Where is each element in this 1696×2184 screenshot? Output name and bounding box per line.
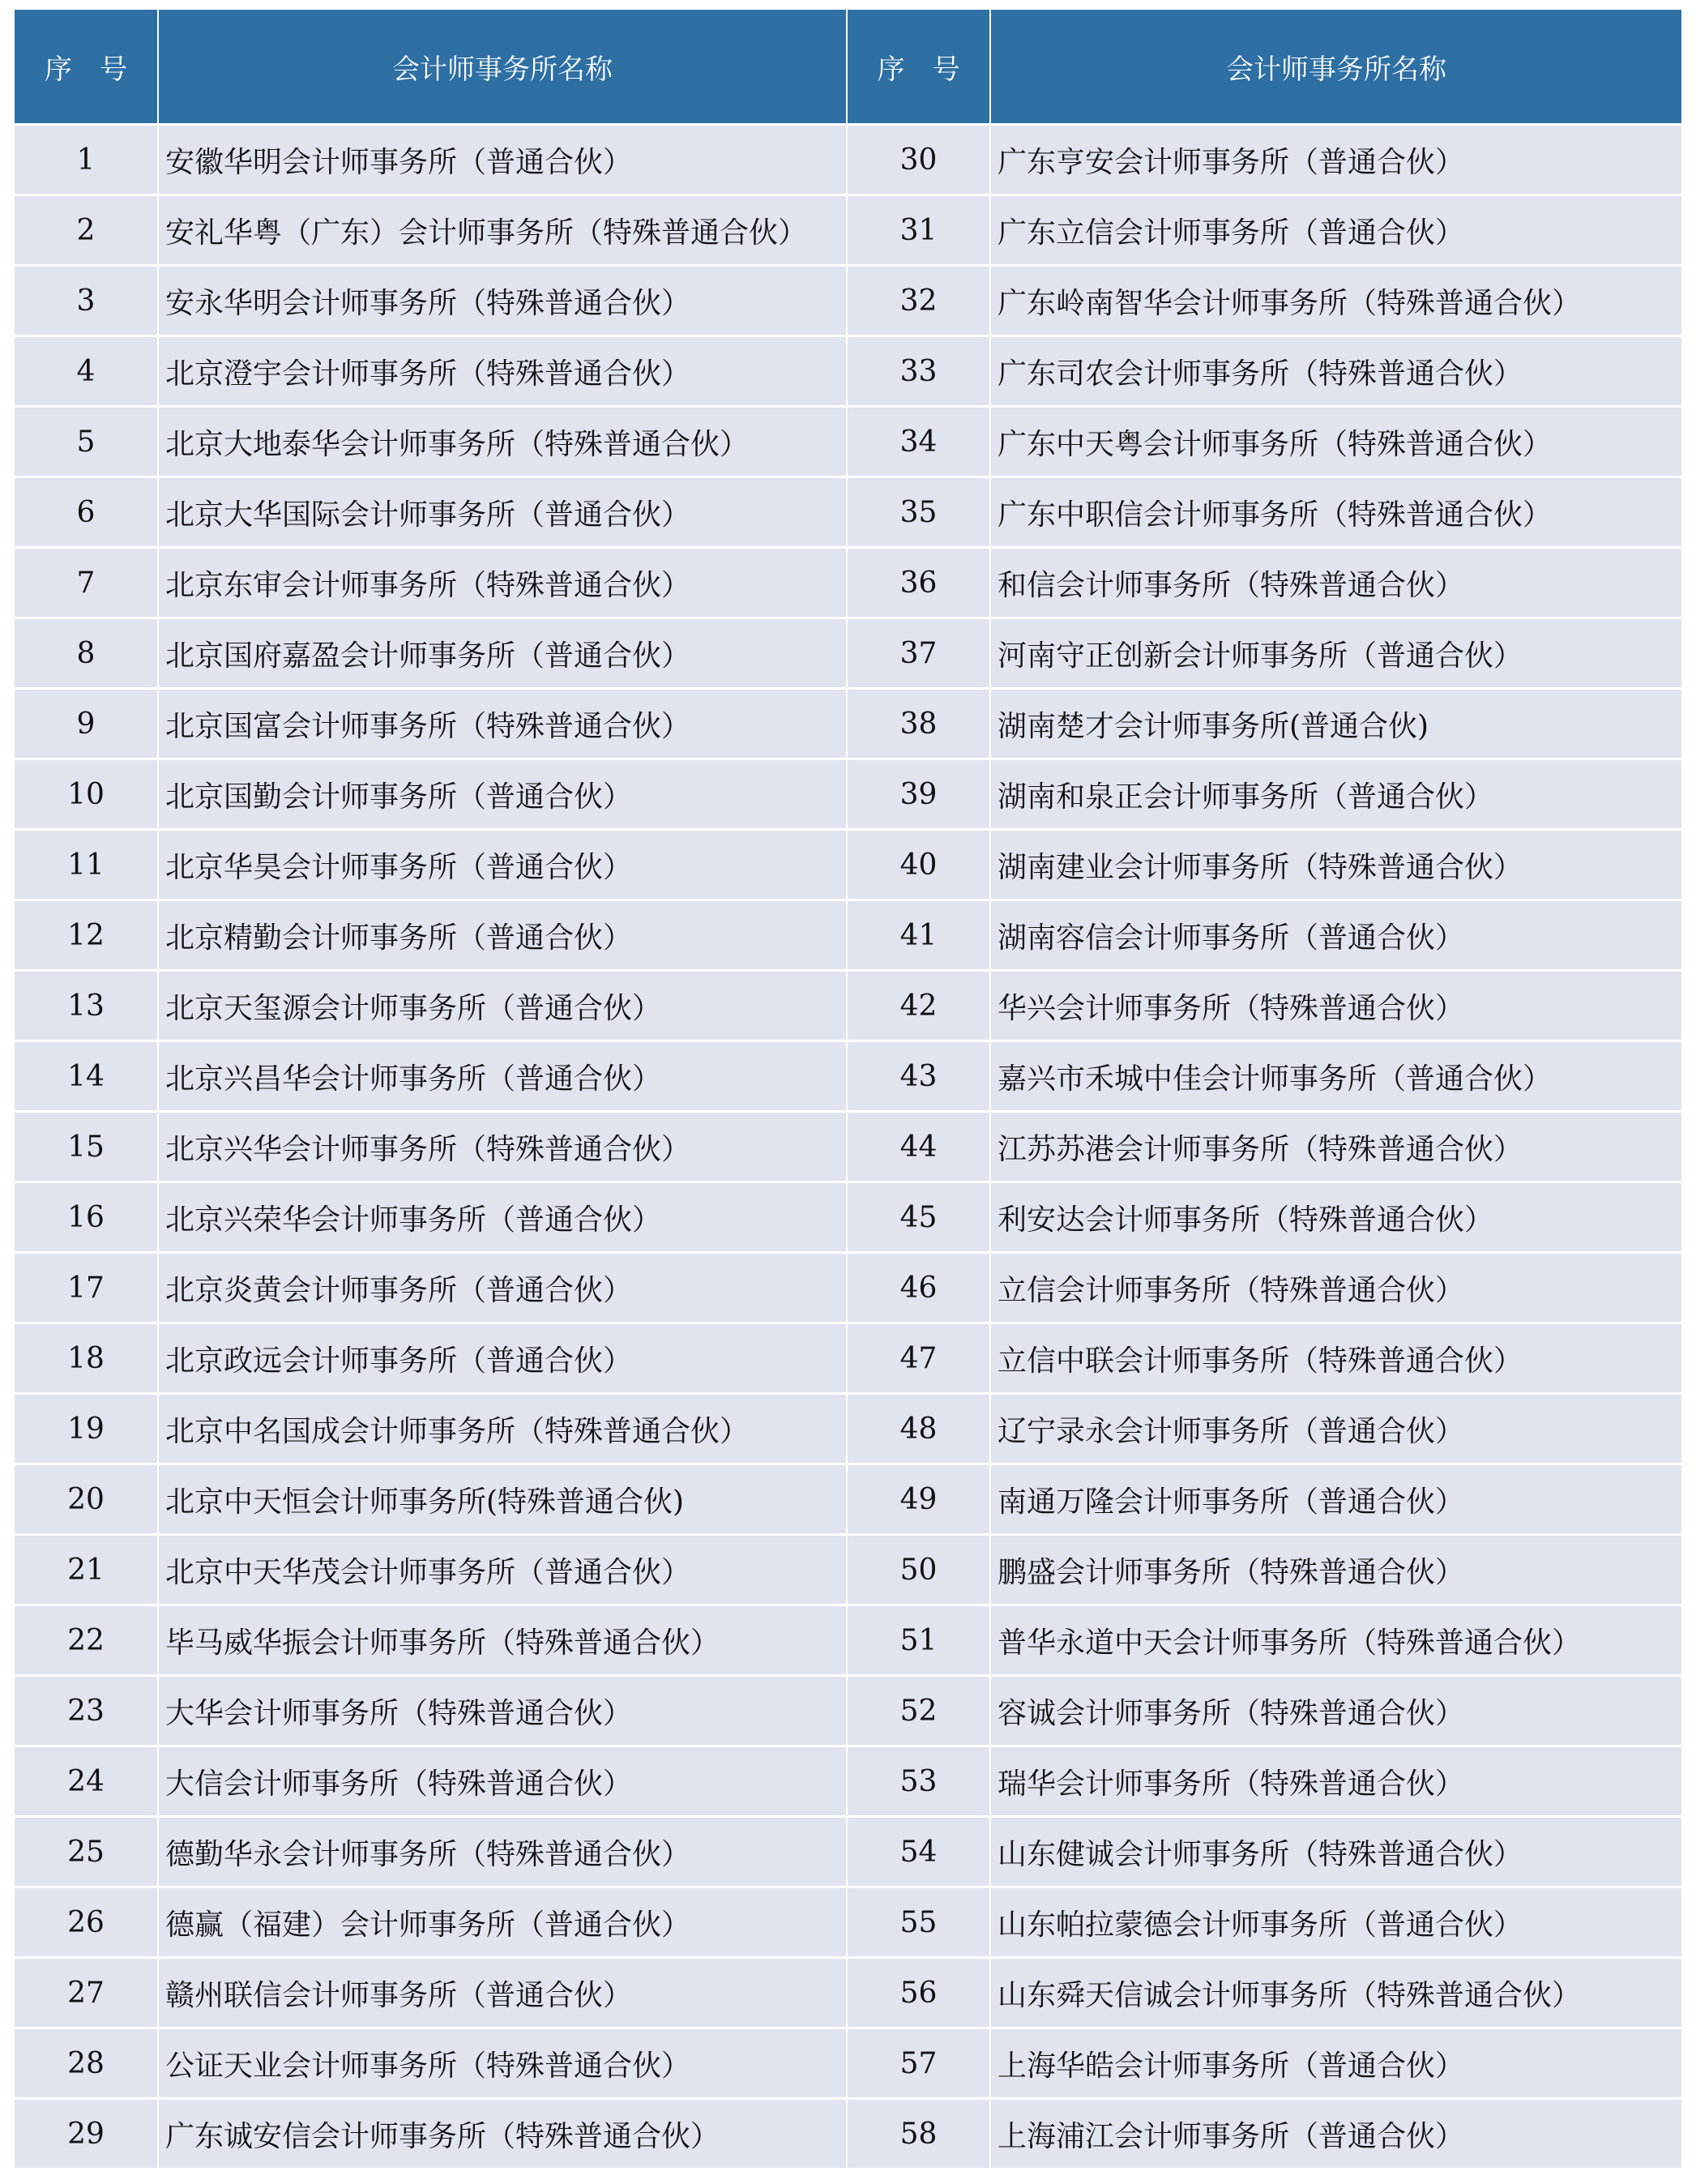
- right-index-cell: 55: [847, 1887, 990, 1958]
- right-index-cell: 45: [847, 1182, 990, 1253]
- left-index-cell: 23: [15, 1676, 158, 1746]
- table-row: [15, 1182, 1681, 1253]
- header-right-index: 序 号: [847, 10, 990, 125]
- left-firm-name-cell: 安永华明会计师事务所（特殊普通合伙）: [158, 266, 847, 336]
- left-index-cell: 4: [15, 336, 158, 407]
- table-row: [15, 1958, 1681, 2028]
- right-firm-name-cell: 广东中天粤会计师事务所（特殊普通合伙）: [990, 407, 1681, 477]
- right-index-cell: 32: [847, 266, 990, 336]
- right-firm-name-cell: 江苏苏港会计师事务所（特殊普通合伙）: [990, 1112, 1681, 1182]
- right-firm-name-cell: 湖南楚才会计师事务所(普通合伙): [990, 689, 1681, 759]
- table-row: [15, 1676, 1681, 1746]
- right-firm-name-cell: 辽宁录永会计师事务所（普通合伙）: [990, 1394, 1681, 1464]
- right-firm-name-cell: 山东帕拉蒙德会计师事务所（普通合伙）: [990, 1887, 1681, 1958]
- table-row: [15, 336, 1681, 407]
- left-firm-name-cell: 北京澄宇会计师事务所（特殊普通合伙）: [158, 336, 847, 407]
- right-index-cell: 50: [847, 1535, 990, 1605]
- left-firm-name-cell: 毕马威华振会计师事务所（特殊普通合伙）: [158, 1605, 847, 1676]
- left-index-cell: 26: [15, 1887, 158, 1958]
- table-row: [15, 477, 1681, 548]
- table-row: [15, 1323, 1681, 1394]
- right-firm-name-cell: 湖南容信会计师事务所（普通合伙）: [990, 900, 1681, 971]
- right-firm-name-cell: 华兴会计师事务所（特殊普通合伙）: [990, 971, 1681, 1041]
- left-index-cell: 28: [15, 2028, 158, 2099]
- right-firm-name-cell: 上海浦江会计师事务所（普通合伙）: [990, 2099, 1681, 2169]
- right-firm-name-cell: 嘉兴市禾城中佳会计师事务所（普通合伙）: [990, 1041, 1681, 1112]
- table-row: [15, 1464, 1681, 1535]
- left-firm-name-cell: 北京中天恒会计师事务所(特殊普通合伙): [158, 1464, 847, 1535]
- right-index-cell: 43: [847, 1041, 990, 1112]
- left-index-cell: 21: [15, 1535, 158, 1605]
- left-firm-name-cell: 北京精勤会计师事务所（普通合伙）: [158, 900, 847, 971]
- right-index-cell: 33: [847, 336, 990, 407]
- right-index-cell: 46: [847, 1253, 990, 1323]
- right-firm-name-cell: 立信中联会计师事务所（特殊普通合伙）: [990, 1323, 1681, 1394]
- left-firm-name-cell: 北京政远会计师事务所（普通合伙）: [158, 1323, 847, 1394]
- right-index-cell: 34: [847, 407, 990, 477]
- right-index-cell: 54: [847, 1817, 990, 1887]
- table-row: [15, 971, 1681, 1041]
- right-firm-name-cell: 立信会计师事务所（特殊普通合伙）: [990, 1253, 1681, 1323]
- right-index-cell: 49: [847, 1464, 990, 1535]
- table-row: [15, 548, 1681, 618]
- right-firm-name-cell: 湖南建业会计师事务所（特殊普通合伙）: [990, 830, 1681, 900]
- left-index-cell: 14: [15, 1041, 158, 1112]
- left-index-cell: 7: [15, 548, 158, 618]
- right-index-cell: 39: [847, 759, 990, 830]
- right-firm-name-cell: 广东岭南智华会计师事务所（特殊普通合伙）: [990, 266, 1681, 336]
- right-firm-name-cell: 湖南和泉正会计师事务所（普通合伙）: [990, 759, 1681, 830]
- right-index-cell: 52: [847, 1676, 990, 1746]
- left-firm-name-cell: 大华会计师事务所（特殊普通合伙）: [158, 1676, 847, 1746]
- right-index-cell: 48: [847, 1394, 990, 1464]
- left-firm-name-cell: 赣州联信会计师事务所（普通合伙）: [158, 1958, 847, 2028]
- left-index-cell: 3: [15, 266, 158, 336]
- right-index-cell: 44: [847, 1112, 990, 1182]
- header-left-index: 序 号: [15, 10, 158, 125]
- table-row: [15, 1817, 1681, 1887]
- left-firm-name-cell: 北京兴荣华会计师事务所（普通合伙）: [158, 1182, 847, 1253]
- table-header-row: [15, 10, 1681, 125]
- right-firm-name-cell: 河南守正创新会计师事务所（普通合伙）: [990, 618, 1681, 689]
- left-firm-name-cell: 北京东审会计师事务所（特殊普通合伙）: [158, 548, 847, 618]
- table-row: [15, 618, 1681, 689]
- left-firm-name-cell: 大信会计师事务所（特殊普通合伙）: [158, 1746, 847, 1817]
- left-firm-name-cell: 德赢（福建）会计师事务所（普通合伙）: [158, 1887, 847, 1958]
- right-index-cell: 30: [847, 125, 990, 195]
- table-row: [15, 830, 1681, 900]
- right-firm-name-cell: 山东健诚会计师事务所（特殊普通合伙）: [990, 1817, 1681, 1887]
- left-firm-name-cell: 北京大地泰华会计师事务所（特殊普通合伙）: [158, 407, 847, 477]
- right-firm-name-cell: 南通万隆会计师事务所（普通合伙）: [990, 1464, 1681, 1535]
- left-firm-name-cell: 北京炎黄会计师事务所（普通合伙）: [158, 1253, 847, 1323]
- left-index-cell: 1: [15, 125, 158, 195]
- left-index-cell: 25: [15, 1817, 158, 1887]
- right-index-cell: 42: [847, 971, 990, 1041]
- left-index-cell: 29: [15, 2099, 158, 2169]
- table-row: [15, 407, 1681, 477]
- left-firm-name-cell: 安礼华粤（广东）会计师事务所（特殊普通合伙）: [158, 195, 847, 266]
- left-firm-name-cell: 北京中天华茂会计师事务所（普通合伙）: [158, 1535, 847, 1605]
- left-index-cell: 10: [15, 759, 158, 830]
- table-body: [15, 125, 1681, 2169]
- table-row: [15, 1253, 1681, 1323]
- left-firm-name-cell: 北京大华国际会计师事务所（普通合伙）: [158, 477, 847, 548]
- left-index-cell: 8: [15, 618, 158, 689]
- accounting-firms-table: [15, 10, 1681, 2168]
- left-firm-name-cell: 北京兴昌华会计师事务所（普通合伙）: [158, 1041, 847, 1112]
- left-index-cell: 13: [15, 971, 158, 1041]
- left-firm-name-cell: 安徽华明会计师事务所（普通合伙）: [158, 125, 847, 195]
- left-index-cell: 22: [15, 1605, 158, 1676]
- right-firm-name-cell: 鹏盛会计师事务所（特殊普通合伙）: [990, 1535, 1681, 1605]
- table-row: [15, 759, 1681, 830]
- left-index-cell: 18: [15, 1323, 158, 1394]
- right-firm-name-cell: 普华永道中天会计师事务所（特殊普通合伙）: [990, 1605, 1681, 1676]
- table-row: [15, 195, 1681, 266]
- right-index-cell: 36: [847, 548, 990, 618]
- left-index-cell: 16: [15, 1182, 158, 1253]
- left-index-cell: 19: [15, 1394, 158, 1464]
- right-firm-name-cell: 广东亨安会计师事务所（普通合伙）: [990, 125, 1681, 195]
- header-right-firm-name: 会计师事务所名称: [990, 10, 1681, 125]
- right-index-cell: 38: [847, 689, 990, 759]
- left-firm-name-cell: 北京中名国成会计师事务所（特殊普通合伙）: [158, 1394, 847, 1464]
- right-index-cell: 31: [847, 195, 990, 266]
- left-firm-name-cell: 德勤华永会计师事务所（特殊普通合伙）: [158, 1817, 847, 1887]
- left-firm-name-cell: 广东诚安信会计师事务所（特殊普通合伙）: [158, 2099, 847, 2169]
- left-index-cell: 15: [15, 1112, 158, 1182]
- right-index-cell: 35: [847, 477, 990, 548]
- right-firm-name-cell: 容诚会计师事务所（特殊普通合伙）: [990, 1676, 1681, 1746]
- left-firm-name-cell: 北京国勤会计师事务所（普通合伙）: [158, 759, 847, 830]
- right-index-cell: 53: [847, 1746, 990, 1817]
- right-firm-name-cell: 广东立信会计师事务所（普通合伙）: [990, 195, 1681, 266]
- left-firm-name-cell: 北京华昊会计师事务所（普通合伙）: [158, 830, 847, 900]
- right-firm-name-cell: 山东舜天信诚会计师事务所（特殊普通合伙）: [990, 1958, 1681, 2028]
- left-index-cell: 5: [15, 407, 158, 477]
- left-index-cell: 9: [15, 689, 158, 759]
- table-row: [15, 1746, 1681, 1817]
- right-index-cell: 47: [847, 1323, 990, 1394]
- left-index-cell: 20: [15, 1464, 158, 1535]
- table-row: [15, 1041, 1681, 1112]
- table-row: [15, 125, 1681, 195]
- left-firm-name-cell: 北京兴华会计师事务所（特殊普通合伙）: [158, 1112, 847, 1182]
- left-firm-name-cell: 北京国富会计师事务所（特殊普通合伙）: [158, 689, 847, 759]
- right-index-cell: 51: [847, 1605, 990, 1676]
- left-index-cell: 6: [15, 477, 158, 548]
- table-row: [15, 266, 1681, 336]
- left-index-cell: 24: [15, 1746, 158, 1817]
- right-index-cell: 40: [847, 830, 990, 900]
- table-row: [15, 1887, 1681, 1958]
- table-row: [15, 900, 1681, 971]
- right-index-cell: 37: [847, 618, 990, 689]
- left-firm-name-cell: 北京天玺源会计师事务所（普通合伙）: [158, 971, 847, 1041]
- table-row: [15, 689, 1681, 759]
- right-firm-name-cell: 利安达会计师事务所（特殊普通合伙）: [990, 1182, 1681, 1253]
- table-row: [15, 1535, 1681, 1605]
- right-firm-name-cell: 和信会计师事务所（特殊普通合伙）: [990, 548, 1681, 618]
- firm-list-document: [15, 10, 1681, 2168]
- left-index-cell: 11: [15, 830, 158, 900]
- right-index-cell: 57: [847, 2028, 990, 2099]
- right-index-cell: 56: [847, 1958, 990, 2028]
- left-firm-name-cell: 公证天业会计师事务所（特殊普通合伙）: [158, 2028, 847, 2099]
- left-index-cell: 27: [15, 1958, 158, 2028]
- left-firm-name-cell: 北京国府嘉盈会计师事务所（普通合伙）: [158, 618, 847, 689]
- right-firm-name-cell: 广东中职信会计师事务所（特殊普通合伙）: [990, 477, 1681, 548]
- table-row: [15, 2028, 1681, 2099]
- left-index-cell: 17: [15, 1253, 158, 1323]
- right-firm-name-cell: 广东司农会计师事务所（特殊普通合伙）: [990, 336, 1681, 407]
- right-index-cell: 41: [847, 900, 990, 971]
- table-row: [15, 1112, 1681, 1182]
- right-index-cell: 58: [847, 2099, 990, 2169]
- header-left-firm-name: 会计师事务所名称: [158, 10, 847, 125]
- left-index-cell: 12: [15, 900, 158, 971]
- table-row: [15, 1394, 1681, 1464]
- table-row: [15, 1605, 1681, 1676]
- left-index-cell: 2: [15, 195, 158, 266]
- table-row: [15, 2099, 1681, 2169]
- right-firm-name-cell: 上海华皓会计师事务所（普通合伙）: [990, 2028, 1681, 2099]
- right-firm-name-cell: 瑞华会计师事务所（特殊普通合伙）: [990, 1746, 1681, 1817]
